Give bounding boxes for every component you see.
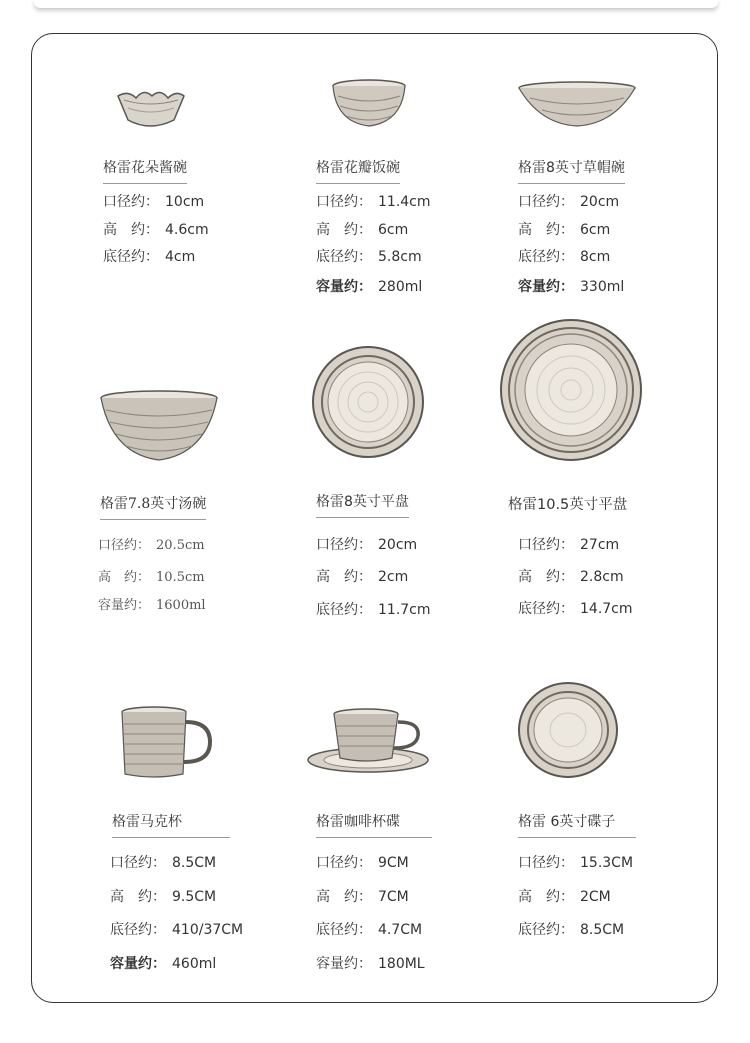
straw-hat-bowl-image [516, 80, 638, 128]
spec-row: 容量约： 180ML [316, 956, 425, 972]
spec-row: 高 约： 10.5cm [98, 570, 205, 585]
product-title: 格雷花朵酱碗 [103, 157, 187, 184]
spec-row: 容量约： 330ml [518, 279, 625, 295]
product-title: 格雷咖啡杯碟 [316, 811, 432, 838]
spec-row: 高 约： 2CM [518, 889, 611, 905]
spec-row: 高 约： 9.5CM [110, 889, 217, 905]
spec-row: 底径约： 14.7cm [518, 601, 633, 617]
spec-row: 高 约： 2.8cm [518, 569, 624, 585]
top-divider [34, 0, 718, 9]
spec-row: 高 约： 2cm [316, 569, 409, 585]
product-title: 格雷8英寸平盘 [316, 491, 409, 518]
spec-row: 容量约： 460ml [110, 956, 217, 972]
saucer-6in-image [516, 680, 620, 780]
spec-row: 容量约： 1600ml [98, 598, 206, 613]
spec-row: 底径约： 11.7cm [316, 602, 431, 618]
spec-row: 底径约： 8cm [518, 249, 611, 265]
spec-row: 高 约： 7CM [316, 889, 409, 905]
spec-row: 高 约： 6cm [316, 222, 409, 238]
soup-bowl-image [98, 388, 220, 464]
spec-row: 底径约： 4.7CM [316, 922, 423, 938]
petal-rice-bowl-image [330, 78, 408, 130]
plate-10-5in-image [498, 318, 644, 462]
spec-row: 口径约： 20.5cm [98, 538, 205, 553]
spec-row: 底径约： 8.5CM [518, 922, 625, 938]
product-title: 格雷7.8英寸汤碗 [100, 493, 206, 520]
product-title: 格雷 6英寸碟子 [518, 811, 636, 838]
flower-sauce-bowl-image [114, 86, 186, 130]
spec-row: 底径约： 4cm [103, 249, 196, 265]
spec-row: 口径约： 20cm [316, 537, 418, 553]
product-title: 格雷8英寸草帽碗 [518, 157, 625, 184]
plate-8in-image [310, 344, 426, 460]
spec-row: 口径约： 10cm [103, 194, 205, 210]
coffee-cup-saucer-image [306, 706, 430, 776]
spec-row: 口径约： 8.5CM [110, 855, 217, 871]
spec-row: 容量约： 280ml [316, 279, 423, 295]
spec-row: 高 约： 4.6cm [103, 222, 209, 238]
product-title: 格雷花瓣饭碗 [316, 157, 400, 184]
spec-row: 口径约： 27cm [518, 537, 620, 553]
spec-row: 口径约： 20cm [518, 194, 620, 210]
spec-row: 口径约： 15.3CM [518, 855, 634, 871]
spec-row: 口径约： 11.4cm [316, 194, 431, 210]
product-title: 格雷马克杯 [112, 811, 230, 838]
spec-row: 口径约： 9CM [316, 855, 409, 871]
spec-row: 底径约： 5.8cm [316, 249, 422, 265]
spec-row: 高 约： 6cm [518, 222, 611, 238]
mug-image [118, 704, 214, 780]
spec-row: 底径约： 410/37CM [110, 922, 244, 938]
product-title: 格雷10.5英寸平盘 [508, 497, 628, 513]
